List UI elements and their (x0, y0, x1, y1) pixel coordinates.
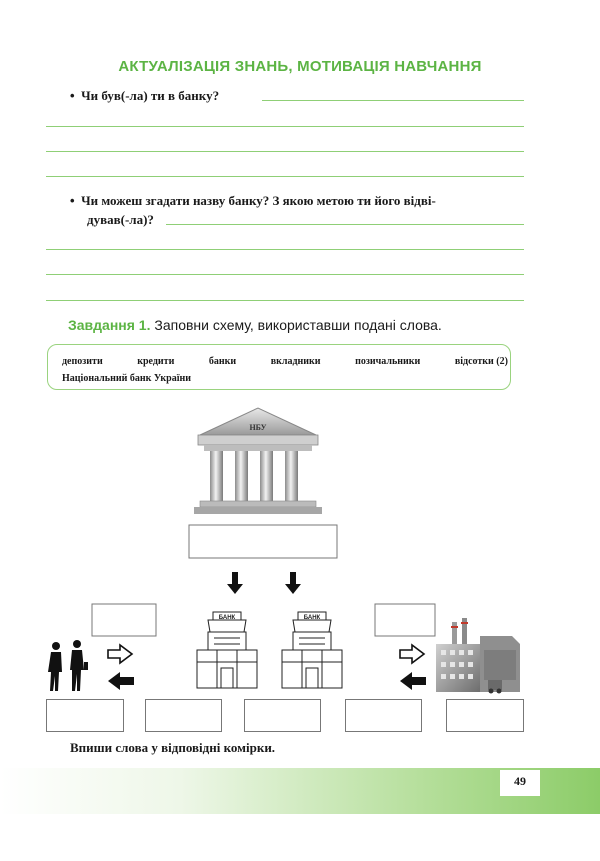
scheme-diagram (0, 400, 600, 700)
bank-sign-left: БАНК (218, 615, 236, 621)
word-item: депозити (62, 356, 103, 367)
answer-cell-bottom-1[interactable] (46, 699, 124, 732)
answer-cell-bottom-5[interactable] (446, 699, 524, 732)
answer-cell-top[interactable] (189, 525, 337, 558)
question-1-text: Чи був(-ла) ти в банку? (81, 88, 220, 103)
answer-line[interactable] (166, 224, 524, 225)
answer-cell-upper-right[interactable] (375, 604, 435, 636)
answer-line[interactable] (262, 100, 524, 101)
word-item: банки (208, 356, 237, 367)
arrow-left-icon (108, 672, 134, 690)
question-2-text-line1: Чи можеш згадати назву банку? З якою метою ти його відві- (81, 193, 436, 208)
arrow-right-outline-icon (108, 645, 132, 663)
word-item: позичальники (355, 356, 421, 367)
arrow-left-icon (400, 672, 426, 690)
section-heading: АКТУАЛІЗАЦІЯ ЗНАНЬ, МОТИВАЦІЯ НАВЧАННЯ (118, 58, 482, 75)
factory-icon (436, 618, 520, 694)
word-bank-row-1 (62, 356, 508, 367)
instruction-text: Впиши слова у відповідні комірки. (70, 740, 276, 755)
answer-line[interactable] (46, 126, 524, 127)
answer-cell-upper-left[interactable] (92, 604, 156, 636)
answer-line[interactable] (46, 151, 524, 152)
question-2-text-line2: дував(-ла)? (87, 212, 154, 227)
answer-line[interactable] (46, 274, 524, 275)
bank-building-icon (197, 612, 257, 688)
answer-line[interactable] (46, 176, 524, 177)
question-2 (70, 193, 526, 209)
word-item: вкладники (270, 356, 321, 367)
bullet-icon: • (70, 193, 75, 208)
task-label: Завдання 1. (68, 317, 151, 333)
answer-cell-bottom-3[interactable] (244, 699, 321, 732)
question-1 (70, 88, 219, 104)
word-item: відсотки (2) (454, 356, 508, 367)
bullet-icon: • (70, 88, 75, 103)
page-number: 49 (500, 770, 540, 796)
arrow-down-icon (227, 572, 243, 594)
answer-line[interactable] (46, 300, 524, 301)
task-1 (68, 317, 442, 333)
answer-line[interactable] (46, 249, 524, 250)
task-text: Заповни схему, використавши подані слова. (154, 317, 442, 333)
bank-building-icon (282, 612, 342, 688)
word-item: кредити (137, 356, 175, 367)
arrow-right-outline-icon (400, 645, 424, 663)
bank-sign-right: БАНК (303, 615, 321, 621)
people-icon (48, 640, 88, 691)
answer-cell-bottom-4[interactable] (345, 699, 422, 732)
word-item: Національний банк України (62, 373, 192, 384)
arrow-down-icon (285, 572, 301, 594)
nbu-label: НБУ (249, 423, 267, 432)
answer-cell-bottom-2[interactable] (145, 699, 222, 732)
